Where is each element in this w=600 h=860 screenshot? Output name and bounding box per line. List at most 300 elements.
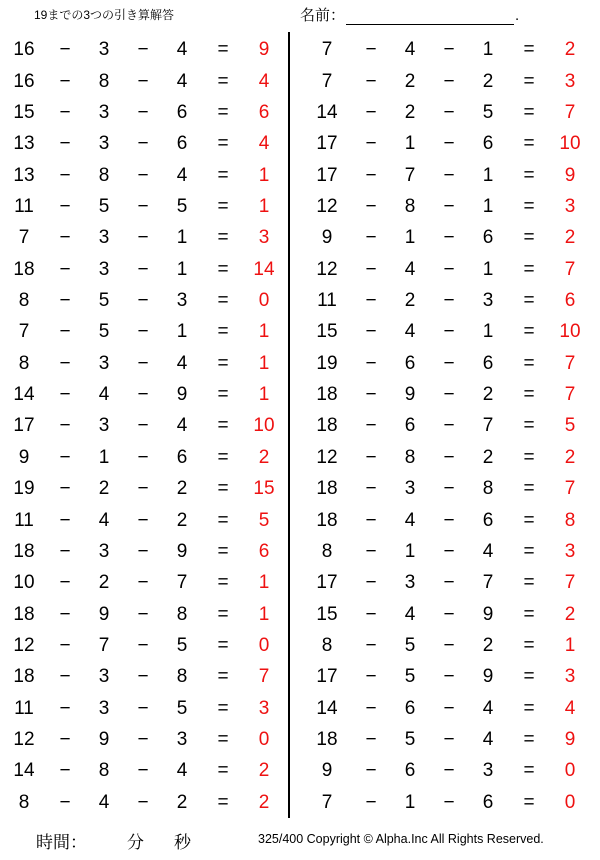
problem-row [0,536,288,567]
name-label: 名前： [300,7,346,24]
operand-2: 3 [98,133,110,155]
minus-icon: − [137,760,149,782]
answer-value[interactable]: 10 [253,415,275,437]
answer-value[interactable]: 0 [258,729,270,751]
minus-icon: − [443,164,455,186]
operand-2: 9 [404,384,416,406]
operand-2: 4 [404,603,416,625]
minus-icon: − [365,760,377,782]
minus-icon: − [443,415,455,437]
problem-row [300,379,600,410]
equals-icon: = [523,760,535,782]
minus-icon: − [59,384,71,406]
operand-2: 2 [98,572,110,594]
minus-icon: − [443,352,455,374]
answer-value[interactable]: 2 [258,446,270,468]
operand-1: 14 [13,760,35,782]
answer-value[interactable]: 3 [564,540,576,562]
name-input-line[interactable] [346,8,514,25]
minus-icon: − [59,227,71,249]
problem-row [0,254,288,285]
problem-row [300,787,600,818]
operand-2: 9 [98,729,110,751]
answer-value[interactable]: 9 [564,164,576,186]
time-label: 時間： [36,833,87,852]
problem-row [300,755,600,786]
equals-icon: = [523,70,535,92]
problem-row [0,128,288,159]
operand-1: 8 [321,540,333,562]
answer-value[interactable]: 2 [258,791,270,813]
operand-1: 12 [316,446,338,468]
problem-row [300,598,600,629]
answer-value[interactable]: 14 [253,258,275,280]
answer-value[interactable]: 1 [258,384,270,406]
problem-row [0,473,288,504]
answer-value[interactable]: 5 [564,415,576,437]
equals-icon: = [217,572,229,594]
operand-2: 2 [404,290,416,312]
minus-icon: − [365,133,377,155]
operand-3: 3 [176,729,188,751]
minus-icon: − [365,635,377,656]
operand-2: 7 [98,635,110,656]
answer-value[interactable]: 10 [559,321,581,343]
answer-value[interactable]: 1 [258,603,270,625]
equals-icon: = [217,70,229,92]
operand-2: 5 [98,321,110,343]
problem-row [0,222,288,253]
problem-row [0,693,288,724]
operand-3: 1 [482,258,494,280]
operand-3: 4 [482,697,494,719]
operand-2: 1 [404,791,416,813]
problem-row [300,159,600,190]
answer-value[interactable]: 10 [559,133,581,155]
operand-1: 18 [316,509,338,531]
answer-value[interactable]: 3 [564,195,576,217]
problem-row [300,693,600,724]
operand-1: 12 [13,635,35,656]
operand-3: 7 [482,572,494,594]
operand-2: 1 [404,227,416,249]
copyright-text: 325/400 Copyright © Alpha.Inc All Rights Reserved. [258,832,544,846]
operand-2: 5 [404,666,416,688]
answer-value[interactable]: 0 [564,791,576,813]
operand-1: 11 [317,290,337,312]
operand-1: 11 [14,195,34,217]
problem-row [300,504,600,535]
answer-value[interactable]: 1 [564,635,576,656]
minus-icon: − [137,540,149,562]
operand-3: 5 [482,101,494,123]
equals-icon: = [217,540,229,562]
operand-1: 17 [316,164,338,186]
operand-2: 5 [98,290,110,312]
operand-2: 3 [98,258,110,280]
answer-value[interactable]: 3 [564,666,576,688]
operand-3: 4 [176,39,188,61]
equals-icon: = [217,446,229,468]
operand-1: 17 [316,133,338,155]
answer-value[interactable]: 0 [564,760,576,782]
minus-icon: − [443,540,455,562]
equals-icon: = [523,446,535,468]
operand-2: 3 [98,352,110,374]
operand-1: 9 [321,760,333,782]
minus-icon: − [443,509,455,531]
problem-row [0,379,288,410]
operand-1: 19 [316,352,338,374]
minus-icon: − [443,729,455,751]
operand-2: 8 [98,70,110,92]
equals-icon: = [217,415,229,437]
answer-value[interactable]: 1 [258,164,270,186]
minus-icon: − [443,101,455,123]
operand-2: 5 [404,729,416,751]
minus-icon: − [443,290,455,312]
equals-icon: = [217,321,229,343]
equals-icon: = [217,603,229,625]
problem-row [300,567,600,598]
minus-icon: − [365,509,377,531]
operand-1: 7 [321,39,333,61]
second-label: 秒 [174,833,191,852]
time-record-area [36,828,191,853]
problem-row [300,316,600,347]
equals-icon: = [523,666,535,688]
minus-icon: − [59,195,71,217]
operand-2: 8 [404,195,416,217]
problem-row [0,442,288,473]
operand-3: 2 [482,70,494,92]
operand-2: 8 [98,760,110,782]
operand-1: 18 [316,729,338,751]
operand-3: 4 [176,164,188,186]
minus-icon: − [443,446,455,468]
name-period: . [515,7,520,24]
operand-3: 5 [176,195,188,217]
answer-value[interactable]: 1 [258,195,270,217]
operand-3: 5 [176,697,188,719]
operand-3: 4 [176,415,188,437]
minus-icon: − [365,227,377,249]
problem-column-right [300,34,600,818]
minus-icon: − [443,603,455,625]
answer-value[interactable]: 1 [258,352,270,374]
minus-icon: − [137,352,149,374]
operand-3: 7 [482,415,494,437]
operand-1: 7 [18,227,30,249]
operand-3: 6 [176,101,188,123]
equals-icon: = [523,478,535,500]
answer-value[interactable]: 2 [564,227,576,249]
operand-3: 2 [482,635,494,656]
equals-icon: = [217,635,229,656]
minus-icon: − [59,290,71,312]
minus-icon: − [137,603,149,625]
operand-2: 4 [98,791,110,813]
minus-icon: − [137,290,149,312]
problem-row [0,630,288,661]
minus-icon: − [365,478,377,500]
minus-icon: − [59,666,71,688]
answer-value[interactable]: 7 [564,352,576,374]
answer-value[interactable]: 15 [253,478,275,500]
operand-3: 2 [176,791,188,813]
minus-icon: − [365,195,377,217]
minus-icon: − [365,258,377,280]
problem-row [300,254,600,285]
problem-row [0,567,288,598]
minus-icon: − [443,384,455,406]
equals-icon: = [523,195,535,217]
problem-row [300,473,600,504]
answer-value[interactable]: 6 [258,540,270,562]
problem-row [0,661,288,692]
equals-icon: = [523,697,535,719]
minus-icon: − [443,697,455,719]
operand-3: 6 [482,352,494,374]
minus-icon: − [365,101,377,123]
operand-2: 3 [404,478,416,500]
answer-value[interactable]: 6 [564,290,576,312]
answer-value[interactable]: 0 [258,290,270,312]
operand-3: 1 [482,195,494,217]
operand-2: 3 [98,666,110,688]
problem-row [300,661,600,692]
minus-icon: − [59,603,71,625]
operand-3: 1 [176,227,188,249]
answer-value[interactable]: 6 [258,101,270,123]
problem-row [0,787,288,818]
answer-value[interactable]: 1 [258,321,270,343]
minus-icon: − [365,729,377,751]
equals-icon: = [523,101,535,123]
answer-value[interactable]: 9 [258,39,270,61]
operand-1: 8 [18,352,30,374]
operand-1: 15 [316,603,338,625]
minus-icon: − [365,415,377,437]
operand-1: 10 [13,572,35,594]
equals-icon: = [217,195,229,217]
equals-icon: = [523,321,535,343]
equals-icon: = [217,791,229,813]
answer-value[interactable]: 2 [564,446,576,468]
minus-icon: − [365,384,377,406]
operand-1: 14 [316,101,338,123]
operand-2: 3 [98,39,110,61]
operand-1: 9 [321,227,333,249]
problem-row [0,724,288,755]
operand-3: 9 [176,384,188,406]
operand-1: 7 [321,70,333,92]
equals-icon: = [217,164,229,186]
equals-icon: = [217,509,229,531]
minus-icon: − [59,164,71,186]
operand-2: 2 [404,101,416,123]
minus-icon: − [443,791,455,813]
operand-2: 1 [404,540,416,562]
minus-icon: − [443,258,455,280]
operand-3: 9 [482,666,494,688]
answer-value[interactable]: 5 [258,509,270,531]
minus-icon: − [365,697,377,719]
answer-value[interactable]: 3 [258,227,270,249]
answer-value[interactable]: 7 [564,258,576,280]
answer-value[interactable]: 4 [258,70,270,92]
minus-icon: − [137,101,149,123]
name-field-area [300,4,519,25]
problem-row [0,316,288,347]
operand-2: 1 [404,133,416,155]
equals-icon: = [217,133,229,155]
operand-1: 18 [316,384,338,406]
operand-3: 1 [482,164,494,186]
operand-2: 2 [98,478,110,500]
operand-2: 4 [98,384,110,406]
equals-icon: = [217,697,229,719]
operand-1: 8 [18,290,30,312]
minus-icon: − [365,164,377,186]
problem-row [300,285,600,316]
answer-value[interactable]: 3 [564,70,576,92]
operand-1: 13 [13,164,35,186]
problem-row [300,348,600,379]
operand-1: 8 [321,635,333,656]
operand-2: 4 [404,258,416,280]
answer-value[interactable]: 2 [564,603,576,625]
minus-icon: − [137,133,149,155]
answer-value[interactable]: 4 [258,133,270,155]
answer-value[interactable]: 4 [564,697,576,719]
page-title: 19までの3つの引き算解答 [34,8,175,22]
answer-value[interactable]: 9 [564,729,576,751]
minus-icon: − [443,227,455,249]
operand-3: 3 [482,290,494,312]
minus-icon: − [365,321,377,343]
operand-3: 8 [176,666,188,688]
answer-value[interactable]: 7 [564,478,576,500]
equals-icon: = [217,384,229,406]
operand-2: 4 [404,39,416,61]
equals-icon: = [217,666,229,688]
minus-icon: − [137,321,149,343]
problem-row [0,285,288,316]
equals-icon: = [217,227,229,249]
equals-icon: = [217,39,229,61]
operand-1: 18 [13,666,35,688]
equals-icon: = [523,540,535,562]
minus-icon: − [443,572,455,594]
problem-row [0,65,288,96]
minus-icon: − [137,666,149,688]
answer-value[interactable]: 2 [258,760,270,782]
worksheet-footer [0,820,600,860]
operand-2: 5 [98,195,110,217]
minus-icon: − [137,635,149,656]
answer-value[interactable]: 0 [258,635,270,656]
answer-value[interactable]: 1 [258,572,270,594]
equals-icon: = [523,415,535,437]
operand-3: 1 [176,321,188,343]
operand-1: 7 [18,321,30,343]
problem-column-left [0,34,288,818]
problem-row [0,755,288,786]
operand-1: 14 [316,697,338,719]
answer-value[interactable]: 7 [258,666,270,688]
problem-row [0,97,288,128]
operand-2: 4 [404,509,416,531]
equals-icon: = [217,258,229,280]
equals-icon: = [217,290,229,312]
operand-1: 18 [316,478,338,500]
minus-icon: − [137,729,149,751]
answer-value[interactable]: 3 [258,697,270,719]
answer-value[interactable]: 7 [564,572,576,594]
operand-2: 4 [98,509,110,531]
minute-label: 分 [127,833,144,852]
answer-value[interactable]: 8 [564,509,576,531]
answer-value[interactable]: 7 [564,101,576,123]
operand-1: 17 [316,666,338,688]
operand-1: 17 [316,572,338,594]
operand-2: 3 [404,572,416,594]
operand-3: 1 [482,321,494,343]
operand-1: 11 [14,509,34,531]
operand-1: 16 [13,70,35,92]
problem-columns [0,34,600,818]
minus-icon: − [365,540,377,562]
minus-icon: − [137,70,149,92]
problem-row [0,598,288,629]
operand-3: 8 [176,603,188,625]
equals-icon: = [523,572,535,594]
equals-icon: = [523,603,535,625]
operand-1: 8 [18,791,30,813]
minus-icon: − [59,352,71,374]
operand-2: 3 [98,415,110,437]
operand-3: 7 [176,572,188,594]
answer-value[interactable]: 7 [564,384,576,406]
minus-icon: − [59,572,71,594]
equals-icon: = [523,791,535,813]
answer-value[interactable]: 2 [564,39,576,61]
minus-icon: − [137,446,149,468]
minus-icon: − [365,290,377,312]
operand-3: 2 [482,446,494,468]
minus-icon: − [59,697,71,719]
operand-1: 12 [316,195,338,217]
operand-2: 3 [98,101,110,123]
operand-1: 16 [13,39,35,61]
operand-3: 4 [482,540,494,562]
operand-3: 6 [176,446,188,468]
minus-icon: − [137,384,149,406]
minus-icon: − [443,321,455,343]
operand-2: 3 [98,227,110,249]
minus-icon: − [443,39,455,61]
operand-3: 2 [482,384,494,406]
minus-icon: − [137,697,149,719]
minus-icon: − [365,352,377,374]
problem-row [300,442,600,473]
equals-icon: = [217,478,229,500]
operand-1: 12 [13,729,35,751]
minus-icon: − [59,540,71,562]
operand-3: 3 [482,760,494,782]
worksheet-header [0,0,600,34]
